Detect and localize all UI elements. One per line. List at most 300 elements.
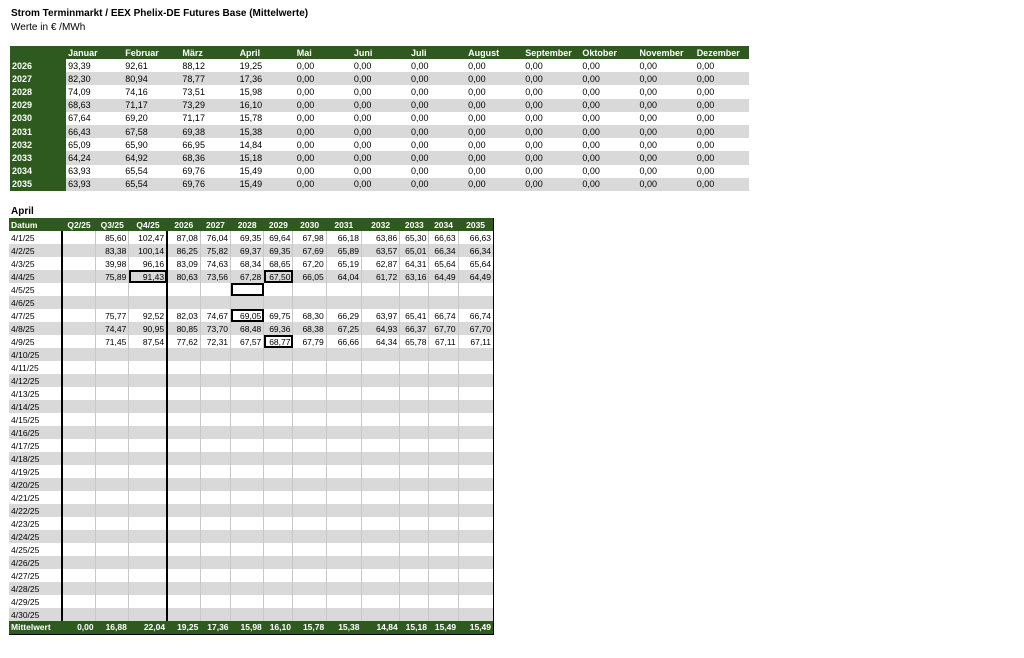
april-cell [400, 582, 429, 595]
april-row [9, 413, 494, 426]
april-header-cell: 2034 [429, 218, 458, 231]
april-row [9, 387, 494, 400]
yearly-cell: 0,00 [352, 72, 409, 85]
april-cell [96, 400, 129, 413]
april-cell [231, 491, 264, 504]
april-cell [326, 543, 361, 556]
yearly-cell: 0,00 [352, 178, 409, 191]
yearly-header-cell: März [180, 46, 237, 59]
april-cell [293, 413, 326, 426]
yearly-cell: 0,00 [295, 72, 352, 85]
april-cell: 66,29 [326, 309, 361, 322]
yearly-cell: 0,00 [580, 59, 637, 72]
april-cell [361, 517, 399, 530]
april-date-cell: 4/18/25 [9, 452, 62, 465]
april-cell [429, 452, 458, 465]
april-cell [361, 595, 399, 608]
april-cell [96, 465, 129, 478]
yearly-cell: 14,84 [238, 138, 295, 151]
april-cell [361, 491, 399, 504]
yearly-cell: 66,43 [66, 125, 123, 138]
april-cell [129, 608, 167, 621]
april-cell [400, 426, 429, 439]
april-header-cell: 2030 [293, 218, 326, 231]
april-header-cell: 2033 [400, 218, 429, 231]
yearly-cell: 0,00 [409, 125, 466, 138]
april-row [9, 569, 494, 582]
yearly-cell: 93,39 [66, 59, 123, 72]
yearly-cell: 69,76 [180, 165, 237, 178]
yearly-cell: 15,49 [238, 165, 295, 178]
april-cell [326, 504, 361, 517]
april-cell [62, 478, 95, 491]
yearly-cell: 0,00 [352, 112, 409, 125]
yearly-cell: 16,10 [238, 99, 295, 112]
april-cell [200, 387, 230, 400]
yearly-cell: 0,00 [695, 125, 749, 138]
april-cell: 65,89 [326, 244, 361, 257]
yearly-cell: 0,00 [638, 125, 695, 138]
april-cell [326, 283, 361, 296]
april-cell [361, 348, 399, 361]
april-cell [231, 361, 264, 374]
april-row [9, 374, 494, 387]
yearly-cell: 67,58 [123, 125, 180, 138]
april-cell [167, 595, 200, 608]
april-cell [96, 569, 129, 582]
april-date-cell: 4/6/25 [9, 296, 62, 309]
april-cell [231, 478, 264, 491]
april-cell [264, 478, 293, 491]
april-cell: 65,01 [400, 244, 429, 257]
yearly-header-cell: Juni [352, 46, 409, 59]
april-date-cell: 4/12/25 [9, 374, 62, 387]
april-cell [264, 569, 293, 582]
april-cell: 82,03 [167, 309, 200, 322]
april-cell [231, 452, 264, 465]
april-cell: 67,20 [293, 257, 326, 270]
april-cell [458, 465, 493, 478]
april-cell [129, 374, 167, 387]
yearly-cell: 0,00 [409, 85, 466, 98]
april-cell [429, 361, 458, 374]
yearly-cell: 0,00 [466, 125, 523, 138]
april-cell [231, 608, 264, 621]
yearly-cell: 0,00 [638, 112, 695, 125]
april-date-cell: 4/13/25 [9, 387, 62, 400]
april-cell [458, 426, 493, 439]
april-cell [62, 595, 95, 608]
april-cell [264, 387, 293, 400]
april-date-cell: 4/5/25 [9, 283, 62, 296]
yearly-cell: 67,64 [66, 112, 123, 125]
yearly-cell: 0,00 [295, 112, 352, 125]
april-cell [293, 569, 326, 582]
april-cell [200, 582, 230, 595]
yearly-row [10, 125, 749, 138]
april-cell [200, 374, 230, 387]
april-date-cell: 4/17/25 [9, 439, 62, 452]
april-date-cell: 4/3/25 [9, 257, 62, 270]
april-cell [167, 504, 200, 517]
april-cell [167, 582, 200, 595]
april-cell [96, 426, 129, 439]
april-cell [62, 257, 95, 270]
april-cell: 76,04 [200, 231, 230, 244]
yearly-cell: 0,00 [466, 99, 523, 112]
april-cell [96, 491, 129, 504]
april-cell: 64,04 [326, 270, 361, 283]
yearly-cell: 0,00 [580, 112, 637, 125]
yearly-cell: 0,00 [580, 99, 637, 112]
april-cell [62, 309, 95, 322]
april-cell [62, 491, 95, 504]
april-date-cell: 4/4/25 [9, 270, 62, 283]
april-cell: 67,69 [293, 244, 326, 257]
april-cell [62, 361, 95, 374]
april-cell [458, 348, 493, 361]
april-cell [231, 400, 264, 413]
april-cell [129, 413, 167, 426]
yearly-header-cell: September [523, 46, 580, 59]
april-cell [167, 387, 200, 400]
yearly-cell: 0,00 [580, 72, 637, 85]
april-cell [231, 465, 264, 478]
april-cell [96, 530, 129, 543]
april-cell [167, 439, 200, 452]
yearly-cell: 78,77 [180, 72, 237, 85]
yearly-cell: 0,00 [638, 59, 695, 72]
yearly-cell: 69,76 [180, 178, 237, 191]
april-row [9, 348, 494, 361]
april-date-cell: 4/26/25 [9, 556, 62, 569]
april-header-cell: Q2/25 [62, 218, 95, 231]
april-cell [167, 452, 200, 465]
yearly-cell: 0,00 [466, 72, 523, 85]
april-row [9, 439, 494, 452]
april-cell [264, 543, 293, 556]
april-cell [231, 595, 264, 608]
april-row [9, 608, 494, 621]
april-cell: 87,54 [129, 335, 167, 348]
april-cell [293, 543, 326, 556]
april-header-cell: 2028 [231, 218, 264, 231]
april-row [9, 556, 494, 569]
yearly-cell: 63,93 [66, 178, 123, 191]
april-cell [231, 556, 264, 569]
yearly-row-label: 2032 [10, 138, 66, 151]
april-cell [62, 374, 95, 387]
april-cell: 75,89 [96, 270, 129, 283]
april-cell [129, 283, 167, 296]
april-cell [200, 439, 230, 452]
april-cell [458, 374, 493, 387]
april-cell [400, 439, 429, 452]
april-date-cell: 4/14/25 [9, 400, 62, 413]
april-cell [62, 530, 95, 543]
april-header-cell: 2026 [167, 218, 200, 231]
april-cell: 66,34 [429, 244, 458, 257]
yearly-row [10, 85, 749, 98]
yearly-cell: 0,00 [638, 178, 695, 191]
yearly-cell: 0,00 [466, 59, 523, 72]
yearly-cell: 0,00 [580, 85, 637, 98]
april-cell [361, 439, 399, 452]
april-cell [167, 283, 200, 296]
april-cell [200, 556, 230, 569]
april-cell [458, 530, 493, 543]
yearly-cell: 66,95 [180, 138, 237, 151]
april-cell [429, 387, 458, 400]
april-cell [429, 348, 458, 361]
april-cell [400, 348, 429, 361]
page-title: Strom Terminmarkt / EEX Phelix-DE Futures Base (Mittelwerte) [11, 8, 309, 19]
april-cell [96, 283, 129, 296]
april-row [9, 530, 494, 543]
april-cell [326, 478, 361, 491]
april-footer-cell: 22,04 [129, 621, 167, 634]
april-cell [429, 582, 458, 595]
april-cell [96, 413, 129, 426]
april-cell [129, 465, 167, 478]
april-cell [129, 426, 167, 439]
yearly-cell: 17,36 [238, 72, 295, 85]
april-row [9, 296, 494, 309]
april-cell [129, 439, 167, 452]
april-cell: 64,31 [400, 257, 429, 270]
april-cell [200, 283, 230, 296]
april-cell [62, 556, 95, 569]
yearly-cell: 74,16 [123, 85, 180, 98]
april-header-row [9, 218, 494, 231]
yearly-cell: 0,00 [580, 178, 637, 191]
april-date-cell: 4/21/25 [9, 491, 62, 504]
yearly-cell: 63,93 [66, 165, 123, 178]
april-cell [62, 322, 95, 335]
april-footer-cell: 16,88 [96, 621, 129, 634]
april-cell: 66,34 [458, 244, 493, 257]
april-cell [293, 556, 326, 569]
april-date-cell: 4/1/25 [9, 231, 62, 244]
april-cell [429, 504, 458, 517]
april-cell [361, 387, 399, 400]
april-cell: 67,70 [429, 322, 458, 335]
april-cell [326, 595, 361, 608]
april-date-cell: 4/28/25 [9, 582, 62, 595]
april-cell [167, 517, 200, 530]
april-cell [62, 439, 95, 452]
april-row [9, 270, 494, 283]
april-cell [326, 413, 361, 426]
april-cell [429, 608, 458, 621]
yearly-row [10, 72, 749, 85]
yearly-cell: 0,00 [352, 165, 409, 178]
yearly-cell: 0,00 [638, 138, 695, 151]
april-date-cell: 4/8/25 [9, 322, 62, 335]
april-row [9, 400, 494, 413]
april-cell [200, 361, 230, 374]
yearly-header-cell: Januar [66, 46, 123, 59]
april-cell [458, 452, 493, 465]
yearly-row [10, 99, 749, 112]
yearly-cell: 0,00 [523, 59, 580, 72]
april-cell [200, 478, 230, 491]
april-cell [264, 439, 293, 452]
april-cell: 69,35 [231, 231, 264, 244]
yearly-row-label: 2026 [10, 59, 66, 72]
april-header-cell: 2032 [361, 218, 399, 231]
april-cell [361, 569, 399, 582]
april-cell [62, 270, 95, 283]
april-cell [264, 608, 293, 621]
april-cell [96, 478, 129, 491]
april-cell [200, 400, 230, 413]
yearly-cell: 0,00 [580, 151, 637, 164]
april-cell: 67,79 [293, 335, 326, 348]
april-cell [167, 426, 200, 439]
april-cell [429, 478, 458, 491]
yearly-cell: 0,00 [295, 85, 352, 98]
unit-label: Werte in € /MWh [11, 22, 86, 33]
april-cell: 64,34 [361, 335, 399, 348]
april-cell: 100,14 [129, 244, 167, 257]
april-cell [361, 426, 399, 439]
april-cell [361, 400, 399, 413]
april-cell [200, 426, 230, 439]
april-cell: 80,85 [167, 322, 200, 335]
april-cell: 69,05 [231, 309, 264, 322]
april-cell [96, 387, 129, 400]
april-cell [326, 348, 361, 361]
yearly-cell: 65,90 [123, 138, 180, 151]
april-cell [400, 387, 429, 400]
yearly-cell: 69,20 [123, 112, 180, 125]
april-cell [293, 348, 326, 361]
yearly-row-label: 2034 [10, 165, 66, 178]
april-cell: 68,65 [264, 257, 293, 270]
yearly-cell: 0,00 [695, 59, 749, 72]
yearly-cell: 82,30 [66, 72, 123, 85]
april-cell: 69,35 [264, 244, 293, 257]
april-cell [129, 517, 167, 530]
april-cell [458, 517, 493, 530]
april-cell [293, 426, 326, 439]
yearly-cell: 0,00 [695, 72, 749, 85]
april-cell [129, 400, 167, 413]
april-cell [62, 504, 95, 517]
april-header-cell: Q4/25 [129, 218, 167, 231]
yearly-cell: 0,00 [523, 99, 580, 112]
april-row [9, 283, 494, 296]
april-cell: 65,19 [326, 257, 361, 270]
april-cell [361, 413, 399, 426]
april-cell [264, 283, 293, 296]
yearly-cell: 15,38 [238, 125, 295, 138]
yearly-cell: 0,00 [409, 99, 466, 112]
yearly-cell: 73,29 [180, 99, 237, 112]
april-cell: 83,09 [167, 257, 200, 270]
april-row [9, 309, 494, 322]
april-cell: 66,74 [458, 309, 493, 322]
april-cell [129, 387, 167, 400]
april-cell [264, 413, 293, 426]
april-cell [62, 231, 95, 244]
april-cell [231, 582, 264, 595]
yearly-cell: 0,00 [409, 178, 466, 191]
april-cell [62, 387, 95, 400]
yearly-cell: 0,00 [409, 112, 466, 125]
april-cell [361, 374, 399, 387]
april-cell: 66,63 [458, 231, 493, 244]
yearly-header-cell: Oktober [580, 46, 637, 59]
april-cell [326, 582, 361, 595]
april-cell [400, 296, 429, 309]
april-cell: 66,37 [400, 322, 429, 335]
april-cell: 67,70 [458, 322, 493, 335]
yearly-cell: 0,00 [638, 151, 695, 164]
yearly-row [10, 165, 749, 178]
yearly-cell: 0,00 [695, 112, 749, 125]
april-cell [458, 296, 493, 309]
yearly-cell: 0,00 [523, 125, 580, 138]
april-cell [458, 439, 493, 452]
yearly-header-cell: Mai [295, 46, 352, 59]
april-cell [96, 296, 129, 309]
april-cell [361, 478, 399, 491]
april-cell: 85,60 [96, 231, 129, 244]
yearly-cell: 0,00 [466, 85, 523, 98]
april-cell [458, 413, 493, 426]
april-footer-cell: 15,49 [429, 621, 458, 634]
april-cell: 68,38 [293, 322, 326, 335]
april-cell [458, 283, 493, 296]
april-cell [231, 569, 264, 582]
april-cell: 65,41 [400, 309, 429, 322]
april-cell [129, 478, 167, 491]
april-cell: 69,75 [264, 309, 293, 322]
april-cell [326, 517, 361, 530]
yearly-cell: 0,00 [295, 138, 352, 151]
april-cell [361, 504, 399, 517]
april-cell [458, 387, 493, 400]
april-cell [326, 439, 361, 452]
april-cell [326, 400, 361, 413]
yearly-cell: 0,00 [638, 85, 695, 98]
april-cell [429, 543, 458, 556]
april-cell [231, 348, 264, 361]
april-footer-cell: 19,25 [167, 621, 200, 634]
april-cell [400, 413, 429, 426]
april-date-cell: 4/24/25 [9, 530, 62, 543]
yearly-header-cell: Juli [409, 46, 466, 59]
yearly-cell: 0,00 [580, 165, 637, 178]
april-cell: 102,47 [129, 231, 167, 244]
april-cell [167, 413, 200, 426]
april-cell [167, 556, 200, 569]
april-row [9, 335, 494, 348]
yearly-cell: 0,00 [695, 85, 749, 98]
april-cell [429, 595, 458, 608]
april-cell: 68,34 [231, 257, 264, 270]
april-cell [400, 400, 429, 413]
april-row [9, 491, 494, 504]
april-cell [167, 296, 200, 309]
april-cell [429, 569, 458, 582]
yearly-cell: 0,00 [580, 138, 637, 151]
april-date-cell: 4/9/25 [9, 335, 62, 348]
yearly-cell: 73,51 [180, 85, 237, 98]
april-cell: 64,49 [458, 270, 493, 283]
